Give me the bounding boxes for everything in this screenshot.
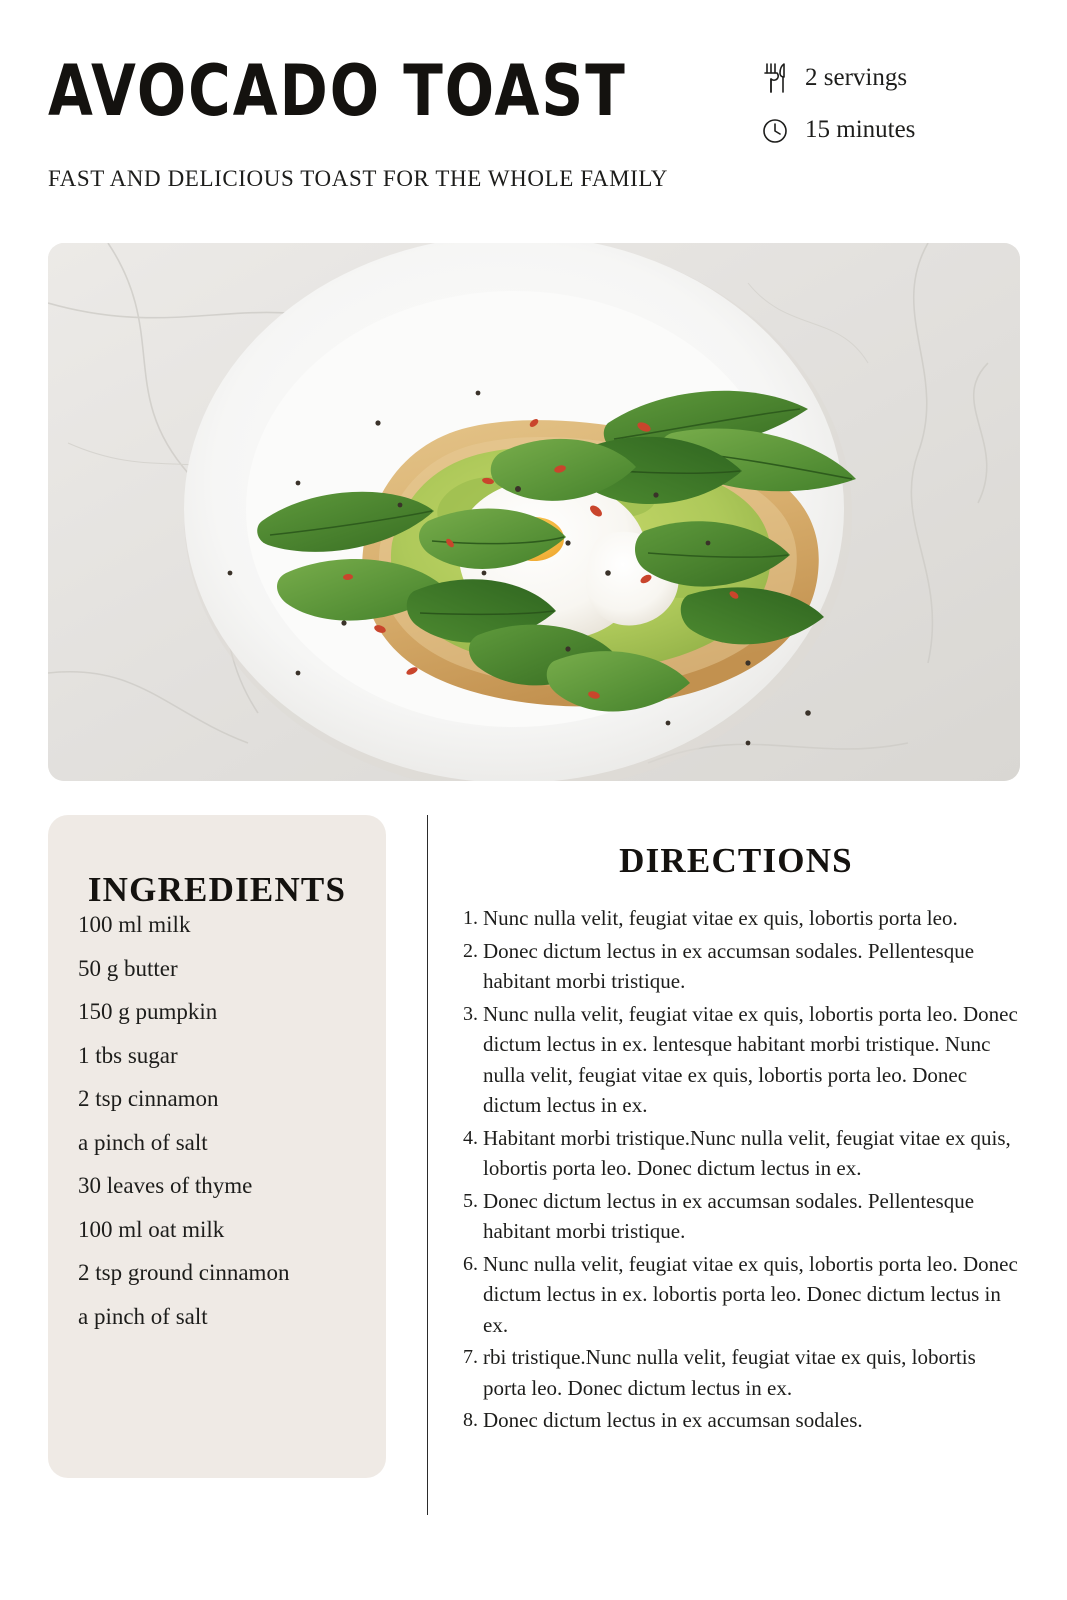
list-item: 100 ml milk <box>78 912 191 937</box>
list-item: 2 tsp ground cinnamon <box>78 1260 290 1285</box>
meta-servings <box>759 52 1019 104</box>
list-item: 30 leaves of thyme <box>78 1173 253 1198</box>
meta-time-label: 15 minutes <box>805 116 916 143</box>
list-item: a pinch of salt <box>78 1129 208 1155</box>
recipe-header <box>0 0 1067 225</box>
list-item: Donec dictum lectus in ex accumsan sodales. Pellentesque habitant morbi tristique. <box>483 1188 975 1243</box>
list-item: 150 g pumpkin <box>78 999 218 1024</box>
ingredients-list <box>78 903 378 1338</box>
recipe-photo <box>48 243 1020 781</box>
list-item: Nunc nulla velit, feugiat vitae ex quis, lobortis porta leo. Donec dictum lectus in ex. lentesque habitant morbi tristique. Nunc nulla velit, feugiat vitae ex quis, lobortis porta leo. Donec dictum lectus in ex. <box>483 1001 1018 1117</box>
vertical-divider <box>427 815 428 1515</box>
directions-title: DIRECTIONS <box>619 841 853 880</box>
list-item: 1 tbs sugar <box>78 1042 178 1068</box>
directions-list <box>452 903 1020 1436</box>
clock-icon <box>759 113 791 147</box>
cutlery-icon <box>759 61 791 95</box>
directions-panel <box>452 815 1020 1438</box>
list-item: Nunc nulla velit, feugiat vitae ex quis, lobortis porta leo. <box>483 906 958 930</box>
meta-servings-label: 2 servings <box>805 64 908 91</box>
list-item: rbi tristique.Nunc nulla velit, feugiat vitae ex quis, lobortis porta leo. Donec dictum lectus in ex. <box>483 1345 976 1400</box>
recipe-meta <box>759 52 1019 156</box>
list-item: Donec dictum lectus in ex accumsan sodales. <box>483 1408 863 1432</box>
page-subtitle: FAST AND DELICIOUS TOAST FOR THE WHOLE FAMILY <box>48 166 668 191</box>
list-item: Donec dictum lectus in ex accumsan sodales. Pellentesque habitant morbi tristique. <box>483 938 975 993</box>
list-item: 100 ml oat milk <box>78 1216 225 1242</box>
page-title: AVOCADO TOAST <box>48 48 627 132</box>
list-item: Nunc nulla velit, feugiat vitae ex quis, lobortis porta leo. Donec dictum lectus in ex. lobortis porta leo. Donec dictum lectus in ex. <box>483 1251 1018 1337</box>
list-item: a pinch of salt <box>78 1303 208 1329</box>
list-item: 50 g butter <box>78 955 178 981</box>
list-item: 2 tsp cinnamon <box>78 1086 219 1111</box>
meta-time <box>759 104 1019 156</box>
ingredients-title: INGREDIENTS <box>87 870 347 910</box>
ingredients-panel <box>48 815 386 1478</box>
list-item: Habitant morbi tristique.Nunc nulla velit, feugiat vitae ex quis, lobortis porta leo. Donec dictum lectus in ex. <box>483 1125 1011 1180</box>
